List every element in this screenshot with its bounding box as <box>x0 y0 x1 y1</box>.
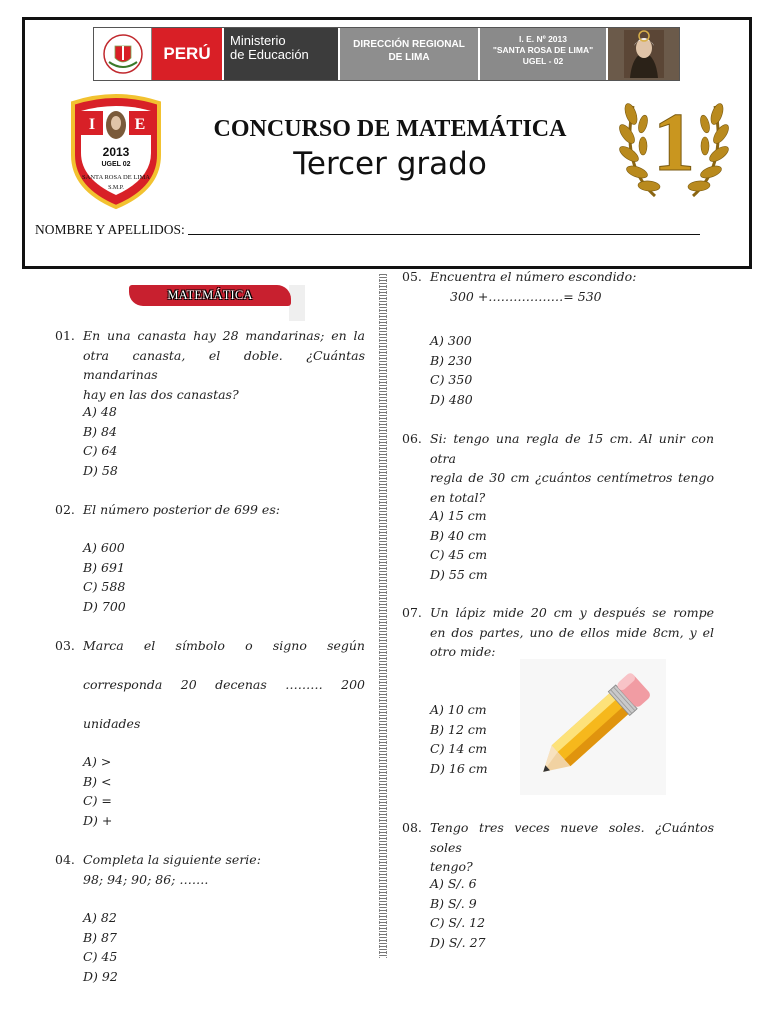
option-d[interactable]: D) S/. 27 <box>430 934 486 950</box>
question-text-line: corresponda 20 decenas ……… 200 <box>83 677 365 692</box>
option-c[interactable]: C) S/. 12 <box>430 915 486 930</box>
option-b[interactable]: B) 230 <box>430 352 472 368</box>
option-d[interactable]: D) 16 cm <box>430 760 488 776</box>
question-text-line: en dos partes, uno de ellos mide 8cm, y el <box>430 624 714 640</box>
option-b[interactable]: B) 691 <box>83 559 125 575</box>
logo-letter-i: I <box>88 116 96 133</box>
option-b[interactable]: B) < <box>83 773 112 789</box>
option-d[interactable]: D) + <box>83 812 113 828</box>
banner-ministerio <box>224 28 338 80</box>
question-number: 08. <box>402 820 422 835</box>
question-text-line: hay en las dos canastas? <box>83 386 239 402</box>
options-05 <box>430 331 473 409</box>
option-c[interactable]: C) 14 cm <box>430 741 488 756</box>
grade-subtitle: Tercer grado <box>293 146 487 182</box>
school-line-3: UGEL - 02 <box>522 56 564 66</box>
question-text-line: tengo? <box>430 859 473 874</box>
option-d[interactable]: D) 58 <box>83 462 118 478</box>
pencil-icon <box>520 659 666 795</box>
question-02 <box>55 500 365 520</box>
option-b[interactable]: B) 40 cm <box>430 527 487 543</box>
laurel-number: 1 <box>653 96 695 189</box>
peru-seal-icon <box>94 28 152 80</box>
laurel-wreath-icon <box>615 84 733 208</box>
option-c[interactable]: C) 45 cm <box>430 547 488 562</box>
question-text-line: En una canasta hay 28 mandarinas; en la <box>83 328 365 343</box>
question-text-line: Completa la siguiente serie: <box>83 852 261 867</box>
banner-school <box>480 28 608 80</box>
logo-district: S.M.P. <box>108 185 124 191</box>
ministerio-line-2: de Educación <box>230 47 309 62</box>
question-text-line: unidades <box>83 716 141 731</box>
options-01 <box>83 402 118 480</box>
institution-banner <box>93 27 680 81</box>
option-c[interactable]: C) = <box>83 793 112 808</box>
question-06 <box>402 429 714 505</box>
subject-tag-label: MATEMÁTICA <box>167 288 253 302</box>
question-number: 07. <box>402 605 422 620</box>
question-text-line: Encuentra el número escondido: <box>430 269 637 284</box>
direccion-line-1: DIRECCIÓN REGIONAL <box>353 39 465 50</box>
option-d[interactable]: D) 700 <box>83 598 126 614</box>
logo-year: 2013 <box>102 145 130 159</box>
option-d[interactable]: D) 92 <box>83 968 118 984</box>
question-number: 03. <box>55 638 75 653</box>
subject-tag-shadow <box>289 285 305 321</box>
option-b[interactable]: B) 87 <box>83 929 117 945</box>
question-text-line: Si: tengo una regla de 15 cm. Al unir con otra <box>430 431 714 466</box>
option-a[interactable]: A) S/. 6 <box>430 876 477 891</box>
name-field-line <box>35 222 735 238</box>
option-b[interactable]: B) 12 cm <box>430 721 487 737</box>
options-03 <box>83 752 112 830</box>
question-text-line: 98; 94; 90; 86; ……. <box>83 871 209 887</box>
saint-portrait-icon <box>608 28 679 80</box>
option-a[interactable]: A) 10 cm <box>430 702 487 717</box>
question-08 <box>402 818 714 874</box>
school-line-2: "SANTA ROSA DE LIMA" <box>492 45 594 55</box>
option-a[interactable]: A) 15 cm <box>430 508 487 523</box>
option-a[interactable]: A) 300 <box>430 333 472 348</box>
question-01 <box>55 326 365 402</box>
question-number: 06. <box>402 431 422 446</box>
option-c[interactable]: C) 64 <box>83 443 118 458</box>
options-08 <box>430 874 486 952</box>
question-number: 05. <box>402 269 422 284</box>
option-a[interactable]: A) 600 <box>83 540 125 555</box>
options-02 <box>83 538 126 616</box>
page-title: CONCURSO DE MATEMÁTICA <box>213 116 567 142</box>
question-text-line: 300 +………………= 530 <box>450 288 602 304</box>
option-d[interactable]: D) 480 <box>430 391 473 407</box>
question-text-line: Un lápiz mide 20 cm y después se rompe <box>430 605 714 620</box>
name-blank[interactable] <box>188 234 700 235</box>
question-03 <box>55 636 365 736</box>
option-b[interactable]: B) 84 <box>83 423 117 439</box>
option-c[interactable]: C) 588 <box>83 579 126 594</box>
options-07 <box>430 700 488 778</box>
question-07 <box>402 603 714 663</box>
direccion-line-2: DE LIMA <box>388 52 430 63</box>
banner-peru: PERÚ <box>152 28 224 80</box>
logo-letter-e: E <box>134 116 146 133</box>
option-a[interactable]: A) 82 <box>83 910 117 925</box>
question-number: 01. <box>55 328 75 343</box>
option-b[interactable]: B) S/. 9 <box>430 895 477 911</box>
logo-ugel: UGEL 02 <box>101 161 131 168</box>
banner-direccion <box>338 28 480 80</box>
option-c[interactable]: C) 350 <box>430 372 473 387</box>
question-text-line: El número posterior de 699 es: <box>83 502 280 517</box>
options-06 <box>430 506 488 584</box>
logo-school-name: SANTA ROSA DE LIMA <box>82 174 150 181</box>
question-text-line: otro mide: <box>430 644 496 659</box>
question-text-line: regla de 30 cm ¿cuántos centímetros tengo <box>430 470 714 485</box>
question-text-line: Marca el símbolo o signo según <box>83 638 365 653</box>
column-divider <box>379 274 387 958</box>
question-number: 02. <box>55 502 75 517</box>
name-label: NOMBRE Y APELLIDOS: <box>35 222 185 237</box>
subject-tag <box>129 285 291 306</box>
question-04 <box>55 850 365 890</box>
school-line-1: I. E. Nº 2013 <box>519 34 567 44</box>
question-text-line: otra canasta, el doble. ¿Cuántas mandarinas <box>83 347 365 382</box>
question-05 <box>402 267 714 307</box>
header-box <box>22 17 752 269</box>
question-number: 04. <box>55 852 75 867</box>
question-text-line: Tengo tres veces nueve soles. ¿Cuántos soles <box>430 820 714 855</box>
ministerio-line-1: Ministerio <box>230 33 286 48</box>
option-a[interactable]: A) 48 <box>83 404 117 419</box>
option-c[interactable]: C) 45 <box>83 949 118 964</box>
options-04 <box>83 908 118 986</box>
question-text-line: en total? <box>430 489 486 505</box>
option-a[interactable]: A) > <box>83 754 112 769</box>
option-d[interactable]: D) 55 cm <box>430 566 488 582</box>
